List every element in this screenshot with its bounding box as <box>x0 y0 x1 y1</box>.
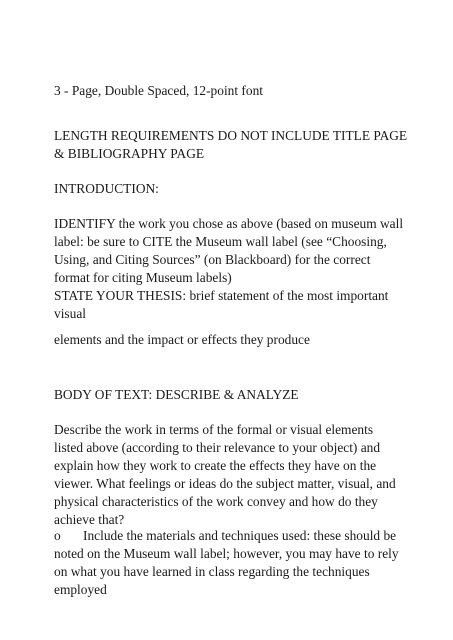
bullet-paragraph-line-1: Include the materials and techniques used: these should be <box>83 528 397 543</box>
identify-paragraph-line-4: format for citing Museum labels) <box>54 270 232 285</box>
describe-paragraph-line-6: achieve that? <box>54 512 125 527</box>
bullet-marker: o <box>54 528 61 543</box>
introduction-heading: INTRODUCTION: <box>54 181 159 196</box>
describe-paragraph-line-1: Describe the work in terms of the formal or visual elements <box>54 422 374 437</box>
bullet-paragraph-line-3: on what you have learned in class regarding the techniques <box>54 564 370 579</box>
bullet-paragraph-line-4: employed <box>54 582 107 597</box>
identify-paragraph-line-3: Using, and Citing Sources” (on Blackboard) for the correct <box>54 252 371 267</box>
bullet-paragraph-line-2: noted on the Museum wall label; however, you may have to rely <box>54 546 399 561</box>
describe-paragraph-line-4: viewer. What feelings or ideas do the subject matter, visual, and <box>54 476 396 491</box>
identify-paragraph-line-2: label: be sure to CITE the Museum wall label (see “Choosing, <box>54 234 387 249</box>
describe-paragraph-line-3: explain how they work to create the effects they have on the <box>54 458 377 473</box>
thesis-paragraph-line-1: STATE YOUR THESIS: brief statement of the most important <box>54 288 389 303</box>
elements-paragraph: elements and the impact or effects they produce <box>54 332 310 347</box>
thesis-paragraph-line-2: visual <box>54 306 86 321</box>
identify-paragraph-line-1: IDENTIFY the work you chose as above (based on museum wall <box>54 216 404 231</box>
describe-paragraph-line-2: listed above (according to their relevance to your object) and <box>54 440 381 455</box>
describe-paragraph-line-5: physical characteristics of the work convey and how do they <box>54 494 378 509</box>
format-requirements: 3 - Page, Double Spaced, 12-point font <box>54 83 263 98</box>
body-heading: BODY OF TEXT: DESCRIBE & ANALYZE <box>54 387 299 402</box>
length-requirements-line-2: & BIBLIOGRAPHY PAGE <box>54 146 205 161</box>
length-requirements-line-1: LENGTH REQUIREMENTS DO NOT INCLUDE TITLE PAGE <box>54 128 408 143</box>
